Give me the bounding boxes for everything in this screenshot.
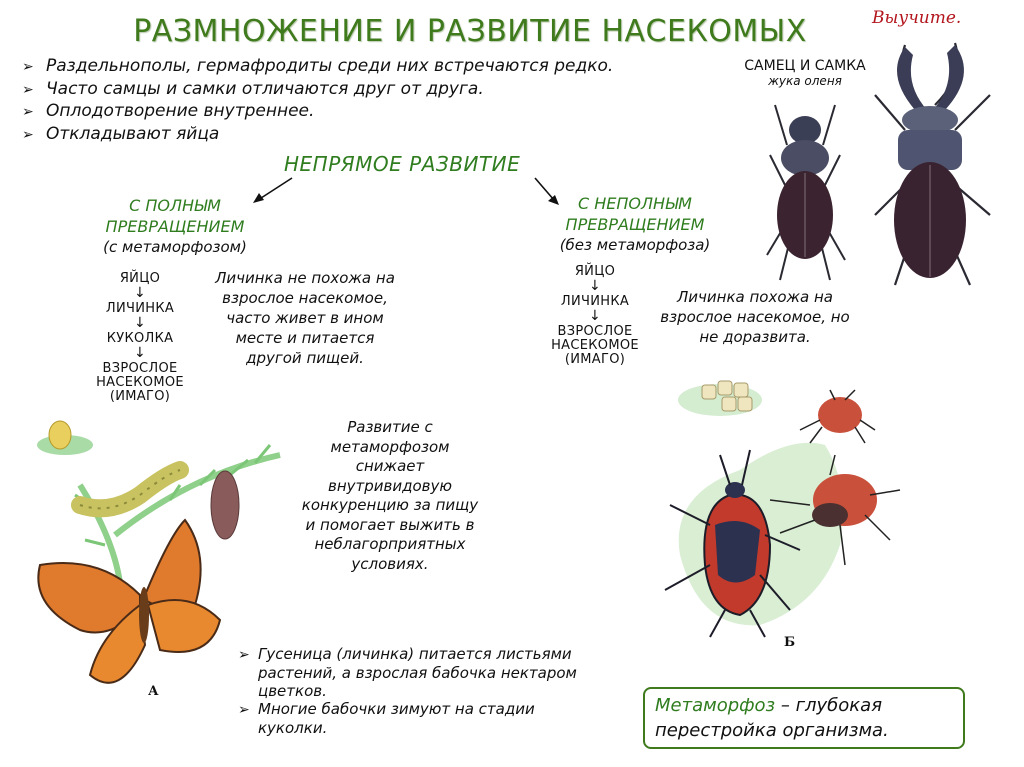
stage-adult: ВЗРОСЛОЕ (102, 361, 178, 376)
stag-beetle-caption: САМЕЦ И САМКА жука оленя (744, 58, 866, 88)
arrow-bullet-icon: ➢ (238, 702, 250, 718)
arrow-bullet-icon: ➢ (22, 104, 34, 120)
definition-text: – глубокая перестройка организма. (655, 695, 889, 741)
arrow-bullet-icon: ➢ (22, 126, 34, 143)
metamorphosis-definition-box (643, 687, 965, 749)
arrow-bullet-icon: ➢ (22, 81, 34, 98)
eggs-icon (678, 381, 762, 416)
arrow-bullet-icon: ➢ (22, 59, 34, 75)
stage-adult: ВЗРОСЛОЕ (557, 324, 633, 339)
stage-egg: ЯЙЦО (119, 271, 161, 286)
down-arrow-icon: ↓ (588, 278, 602, 294)
stage-pupa: КУКОЛКА (106, 331, 174, 346)
learn-note: Выучите. (872, 8, 962, 28)
down-arrow-icon: ↓ (133, 345, 147, 361)
egg-icon (37, 421, 93, 455)
stage-nymph: ЛИЧИНКА (560, 294, 630, 309)
fact-item: ➢ Многие бабочки зимуют на стадии куколки. (238, 700, 535, 737)
metamorphosis-advantage-text: Развитие с метаморфозом снижает внутривидовую конкуренцию за пищу и помогает выжить в неблагорприятных условиях. (301, 418, 479, 573)
incomplete-stages-list: ЯЙЦО ↓ ЛИЧИНКА ↓ ВЗРОСЛОЕ НАСЕКОМОЕ (ИМАГО) (535, 265, 655, 367)
stage-egg: ЯЙЦО (574, 264, 616, 279)
complete-metamorphosis-heading: С ПОЛНЫМ ПРЕВРАЩЕНИЕМ (с метаморфозом) (103, 196, 247, 256)
intro-bullets (22, 56, 613, 146)
bullet-item: ➢ Оплодотворение внутреннее. (22, 101, 613, 124)
arrow-bullet-icon: ➢ (238, 647, 250, 663)
down-arrow-icon: ↓ (133, 315, 147, 331)
page-title: РАЗМНОЖЕНИЕ И РАЗВИТИЕ НАСЕКОМЫХ (133, 14, 807, 49)
bug-lifecycle-illustration (650, 375, 930, 645)
butterfly-icon (38, 520, 220, 683)
definition-term: Метаморфоз (655, 695, 776, 716)
down-arrow-icon: ↓ (588, 308, 602, 324)
bullet-item: ➢ Раздельнополы, гермафродиты среди них встречаются редко. (22, 56, 613, 79)
indirect-development-heading: НЕПРЯМОЕ РАЗВИТИЕ (284, 152, 521, 176)
complete-stages-list: ЯЙЦО ↓ ЛИЧИНКА ↓ КУКОЛКА ↓ ВЗРОСЛОЕ НАСЕКОМОЕ (ИМАГО) (80, 272, 200, 404)
down-arrow-icon: ↓ (133, 285, 147, 301)
butterfly-facts (238, 645, 598, 737)
fact-item: ➢ Гусеница (личинка) питается листьями растений, а взрослая бабочка нектаром цветков. (238, 645, 577, 700)
stag-beetles-illustration (755, 35, 1015, 290)
bullet-item: ➢ Откладывают яйца (22, 124, 613, 147)
stage-larva: ЛИЧИНКА (105, 301, 175, 316)
nymph-icon (800, 390, 875, 443)
bullet-item: ➢ Часто самцы и самки отличаются друг от друга. (22, 79, 613, 102)
picture-label-a: А (148, 684, 159, 699)
incomplete-metamorphosis-heading: С НЕПОЛНЫМ ПРЕВРАЩЕНИЕМ (без метаморфоза) (559, 194, 711, 254)
incomplete-description: Личинка похожа на взрослое насекомое, но не доразвита. (660, 288, 850, 346)
picture-label-b: Б (784, 635, 796, 650)
complete-description: Личинка не похожа на взрослое насекомое, часто живет в ином месте и питается другой пищей. (215, 269, 395, 367)
pupa-icon (211, 471, 239, 539)
